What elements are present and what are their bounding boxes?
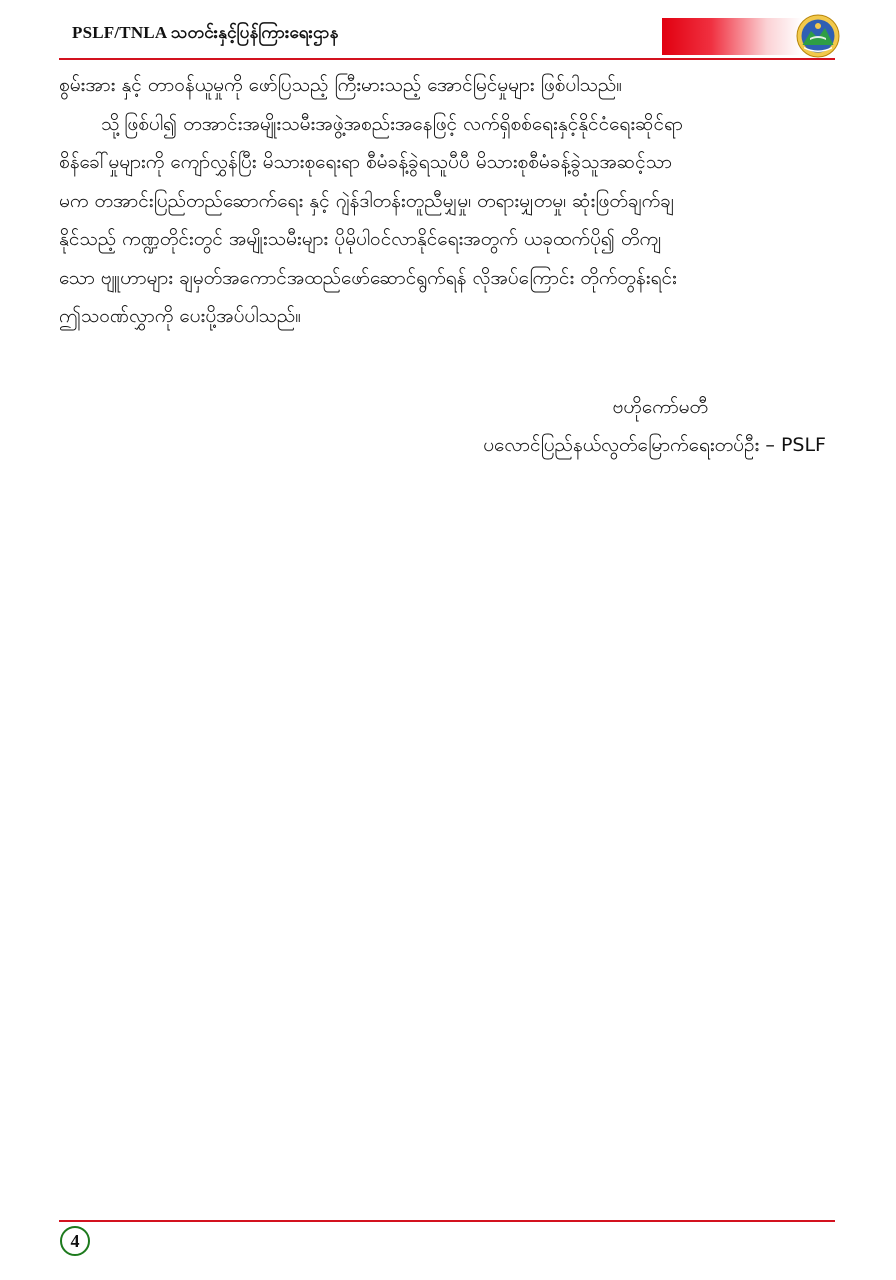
signatory-organization: ပလောင်ပြည်နယ်လွတ်မြောက်ရေးတပ်ဦး – PSLF [483,434,826,456]
header-divider [59,58,835,60]
organization-emblem-icon [796,14,840,58]
page-number-badge: 4 [60,1226,90,1256]
signatory-name: ဗဟိုကော်မတီ [612,396,708,418]
paragraph-line: စွမ်းအား နှင့် တာဝန်ယူမှုကို ဖော်ပြသည့် ကြီးမားသည့် အောင်မြင်မှုများ ဖြစ်ပါသည်။ [59,74,622,96]
signature-block [483,388,826,464]
paragraph-line: စိန်ခေါ်မှုများကို ကျော်လွှန်ပြီး မိသားစုရေးရာ စီမံခန့်ခွဲရသူပီပီ မိသားစုစီမံခန့်ခွဲသူအဆင့်သာ [59,151,672,173]
paragraph-line: မက တအာင်းပြည်တည်ဆောက်ရေး နှင့် ဂျဲန်ဒါတန်းတူညီမျှမှု၊ တရားမျှတမှု၊ ဆုံးဖြတ်ချက်ချ [59,189,674,212]
paragraph-line: သို့ဖြစ်ပါ၍ တအာင်းအမျိုးသမီးအဖွဲ့အစည်းအနေဖြင့် လက်ရှိစစ်ရေးနှင့်နိုင်ငံရေးဆိုင်ရာ [101,112,683,135]
paragraph-line: နိုင်သည့် ကဏ္ဍတိုင်းတွင် အမျိုးသမီးများ ပိုမိုပါဝင်လာနိုင်ရေးအတွက် ယခုထက်ပို၍ တိကျ [59,228,662,250]
paragraph-line: သော ဗျူဟာများ ချမှတ်အကောင်အထည်ဖော်ဆောင်ရွက်ရန် လိုအပ်ကြောင်း တိုက်တွန်းရင်း [59,266,677,289]
letter-body [59,66,836,336]
footer-divider [59,1220,835,1222]
paragraph-line: ဤသဝဏ်လွှာကို ပေးပို့အပ်ပါသည်။ [59,305,302,327]
page-header [0,0,896,64]
header-red-gradient-band [662,18,802,55]
header-title: PSLF/TNLA သတင်းနှင့်ပြန်ကြားရေးဌာန [72,23,339,42]
